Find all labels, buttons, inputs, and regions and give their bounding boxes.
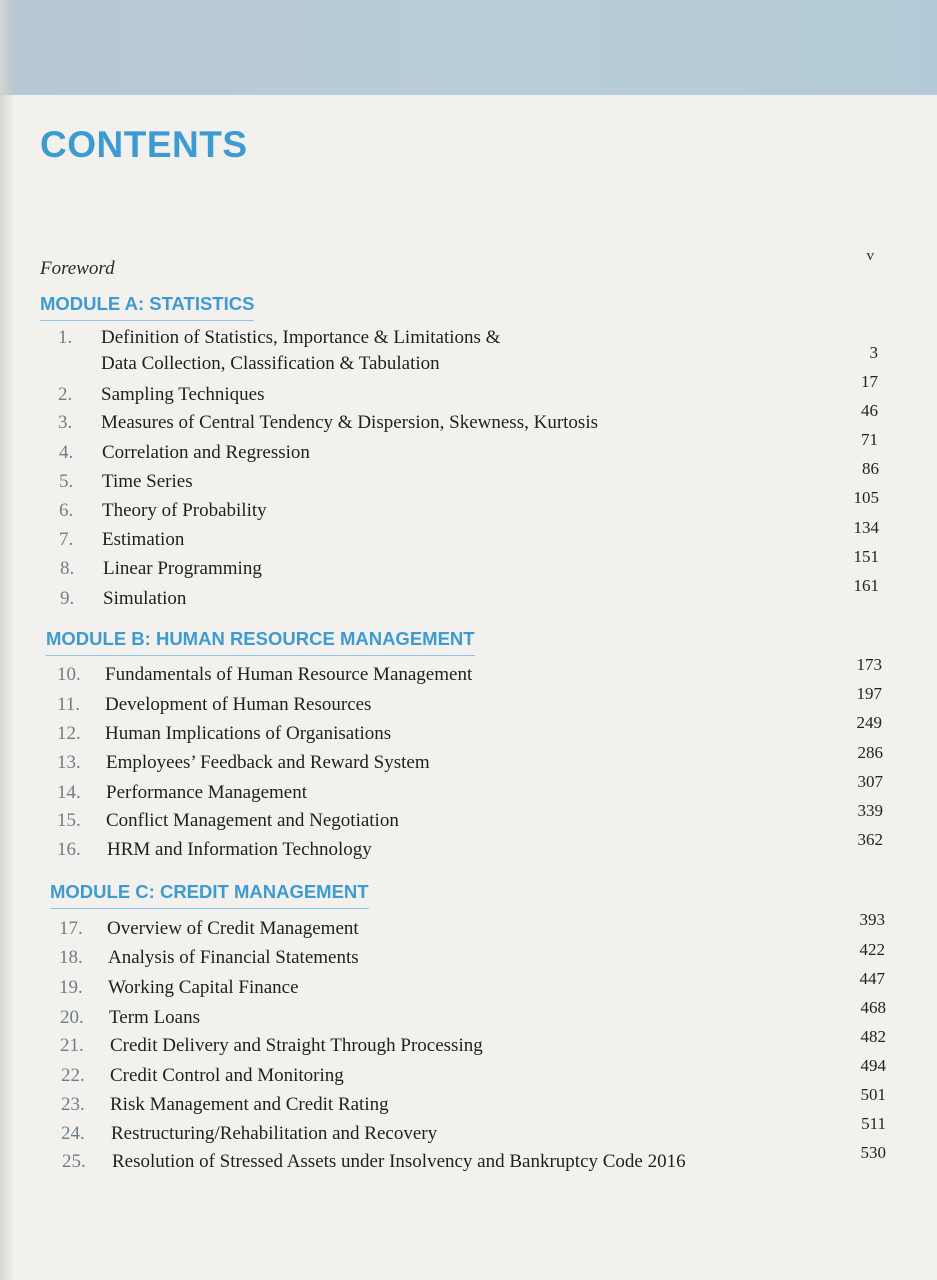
- entry-number: 21.: [60, 1035, 84, 1056]
- entry-page-11: 197: [856, 684, 882, 703]
- entry-title: Theory of Probability: [102, 500, 267, 521]
- entry-title: Simulation: [103, 588, 187, 609]
- entry-number: 14.: [57, 782, 81, 803]
- entry-page-1: 3: [869, 343, 878, 362]
- entry-page-15: 339: [857, 801, 883, 820]
- entry-title: Conflict Management and Negotiation: [106, 810, 399, 831]
- entry-number: 25.: [62, 1151, 86, 1172]
- foreword-label: Foreword: [40, 258, 115, 279]
- entry-number: 18.: [59, 947, 83, 968]
- entry-page-6: 105: [853, 488, 879, 507]
- entry-title: Credit Delivery and Straight Through Processing: [110, 1035, 483, 1056]
- module-b-heading: MODULE B: HUMAN RESOURCE MANAGEMENT: [46, 628, 475, 656]
- entry-page-24: 511: [861, 1114, 886, 1133]
- entry-title: Analysis of Financial Statements: [108, 947, 359, 968]
- module-c-heading: MODULE C: CREDIT MANAGEMENT: [50, 881, 369, 909]
- entry-number: 6.: [59, 500, 74, 521]
- entry-page-9: 161: [853, 576, 879, 595]
- entry-page-14: 307: [857, 772, 883, 791]
- entry-number: 23.: [61, 1094, 85, 1115]
- entry-title: Definition of Statistics, Importance & Limitations &: [101, 327, 501, 348]
- entry-title: Linear Programming: [103, 558, 262, 579]
- entry-number: 9.: [60, 588, 75, 609]
- entry-page-25: 530: [860, 1143, 886, 1162]
- top-color-band: [0, 0, 937, 95]
- entry-number: 17.: [59, 918, 83, 939]
- entry-title: Measures of Central Tendency & Dispersion, Skewness, Kurtosis: [101, 412, 598, 433]
- entry-number: 8.: [60, 558, 75, 579]
- entry-page-12: 249: [856, 713, 882, 732]
- entry-page-19: 447: [859, 969, 885, 988]
- entry-number: 24.: [61, 1123, 85, 1144]
- entry-page-18: 422: [859, 940, 885, 959]
- entry-page-20: 468: [860, 998, 886, 1017]
- entry-page-4: 71: [861, 430, 878, 449]
- entry-title: Resolution of Stressed Assets under Insolvency and Bankruptcy Code 2016: [112, 1151, 686, 1172]
- entry-number: 16.: [57, 839, 81, 860]
- entry-number: 20.: [60, 1007, 84, 1028]
- entry-title: Fundamentals of Human Resource Management: [105, 664, 473, 685]
- entry-number: 1.: [58, 327, 73, 348]
- entry-page-17: 393: [859, 910, 885, 929]
- module-a-heading: MODULE A: STATISTICS: [40, 293, 254, 321]
- entry-title: HRM and Information Technology: [107, 839, 372, 860]
- entry-number: 10.: [57, 664, 81, 685]
- entry-number: 22.: [61, 1065, 85, 1086]
- entry-page-10: 173: [856, 655, 882, 674]
- entry-title: Time Series: [102, 471, 193, 492]
- page-edge-shadow: [0, 0, 14, 1280]
- entry-title: Employees’ Feedback and Reward System: [106, 752, 430, 773]
- entry-number: 19.: [59, 977, 83, 998]
- entry-title: Estimation: [102, 529, 185, 550]
- entry-page-8: 151: [853, 547, 879, 566]
- entry-page-3: 46: [861, 401, 878, 420]
- entry-number: 15.: [57, 810, 81, 831]
- entry-page-13: 286: [857, 743, 883, 762]
- entry-number: 3.: [58, 412, 73, 433]
- entry-title: Credit Control and Monitoring: [110, 1065, 344, 1086]
- entry-page-23: 501: [860, 1085, 886, 1104]
- entry-page-16: 362: [857, 830, 883, 849]
- entry-title: Risk Management and Credit Rating: [110, 1094, 389, 1115]
- entry-title: Overview of Credit Management: [107, 918, 359, 939]
- entry-title: Term Loans: [109, 1007, 201, 1028]
- entry-number: 2.: [58, 384, 73, 405]
- entry-page-2: 17: [861, 372, 878, 391]
- entry-title: Performance Management: [106, 782, 307, 803]
- entry-number: 12.: [57, 723, 81, 744]
- entry-number: 7.: [59, 529, 74, 550]
- entry-title: Development of Human Resources: [105, 694, 372, 715]
- entry-number: 4.: [59, 442, 74, 463]
- entry-title-continued: Data Collection, Classification & Tabulation: [101, 353, 440, 374]
- entry-title: Working Capital Finance: [108, 977, 299, 998]
- entry-page-7: 134: [853, 518, 879, 537]
- entry-title: Correlation and Regression: [102, 442, 310, 463]
- entry-title: Sampling Techniques: [101, 384, 265, 405]
- entry-number: 13.: [57, 752, 81, 773]
- entry-number: 5.: [59, 471, 74, 492]
- foreword-page-number: v: [866, 248, 874, 264]
- page-title: CONTENTS: [40, 124, 248, 165]
- entry-page-21: 482: [860, 1027, 886, 1046]
- entry-page-22: 494: [860, 1056, 886, 1075]
- entry-page-5: 86: [862, 459, 879, 478]
- entry-title: Human Implications of Organisations: [105, 723, 392, 744]
- entry-number: 11.: [57, 694, 81, 715]
- entry-title: Restructuring/Rehabilitation and Recovery: [111, 1123, 438, 1144]
